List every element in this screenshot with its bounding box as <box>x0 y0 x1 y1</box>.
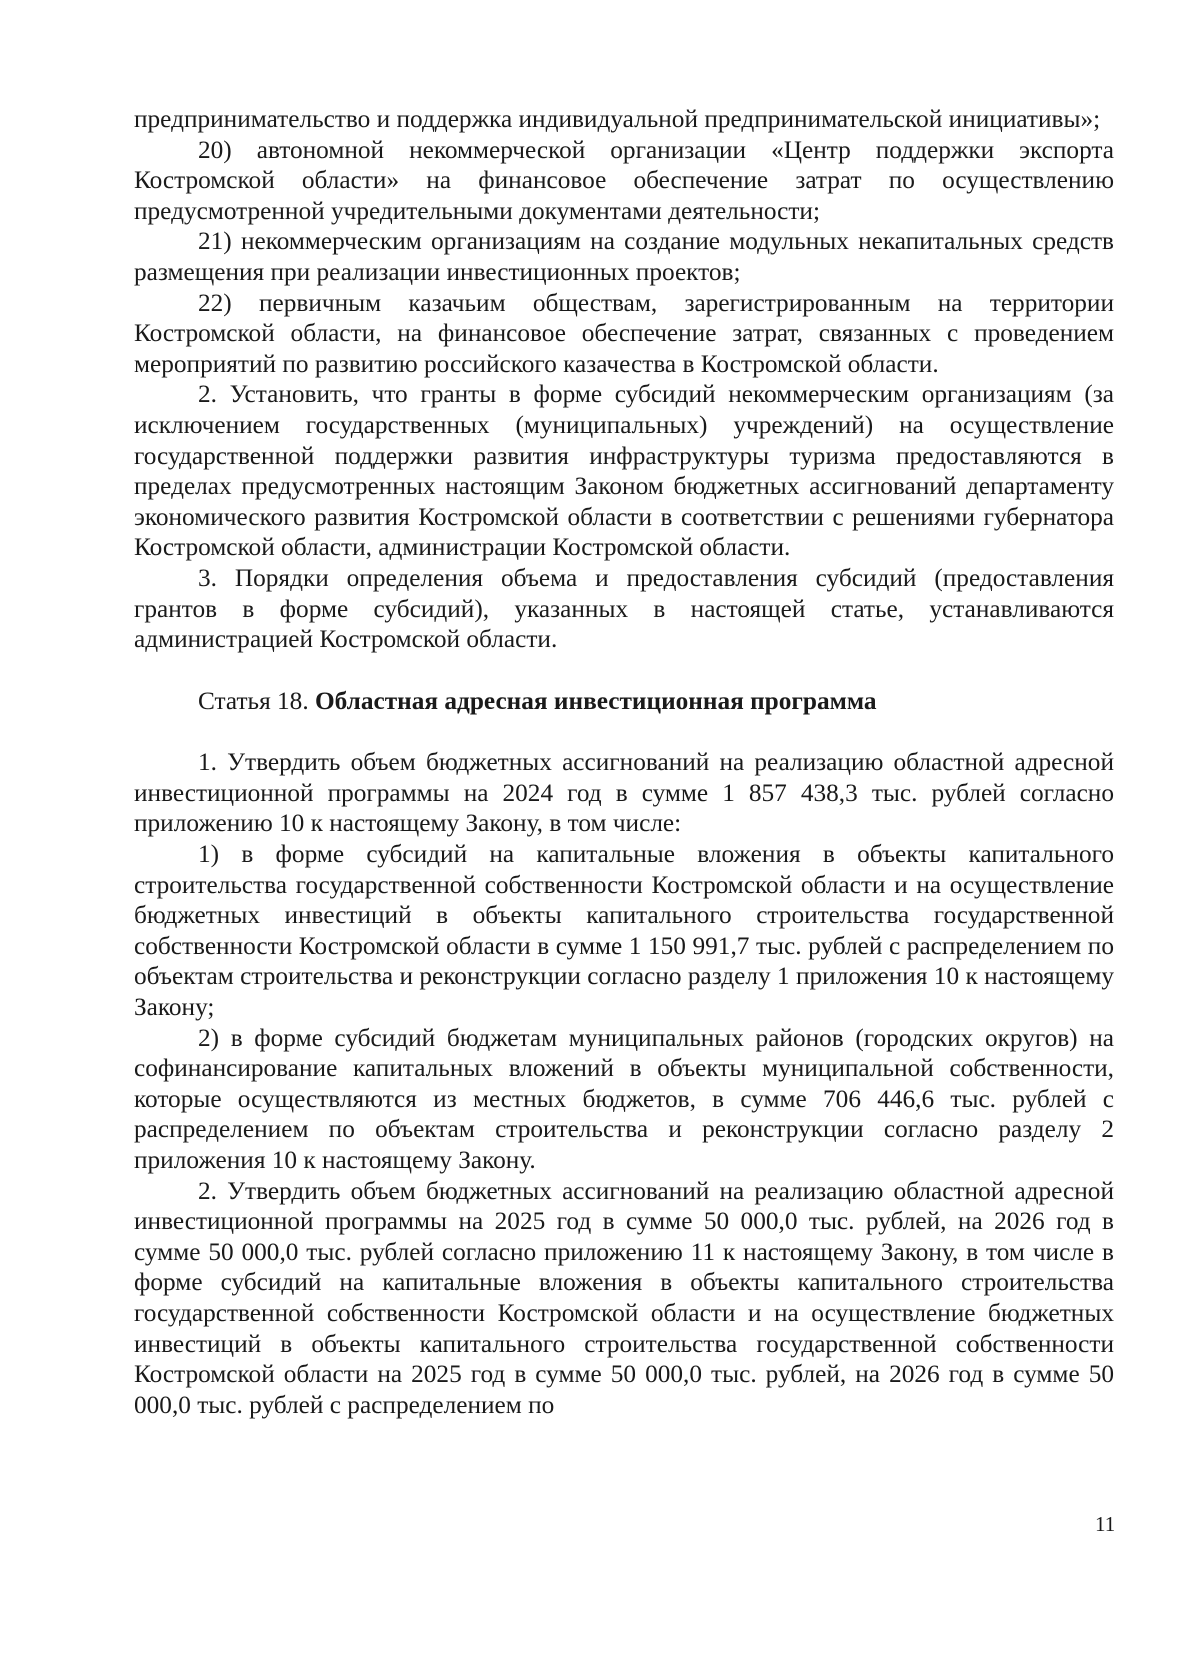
paragraph: 2) в форме субсидий бюджетам муниципальных районов (городских округов) на софинансирование капитальных вложений в объекты муниципальной собственности, которые осуществляются из местных бюджетов, в сумме 706 446,6 тыс. рублей с распределением по объектам строительства и реконструкции согласно разделу 2 приложения 10 к настоящему Закону. <box>134 1023 1114 1174</box>
paragraph: предпринимательство и поддержка индивидуальной предпринимательской инициативы»; <box>134 105 1101 133</box>
paragraph: 2. Утвердить объем бюджетных ассигнований на реализацию областной адресной инвестиционной программы на 2025 год в сумме 50 000,0 тыс. рублей, на 2026 год в сумме 50 000,0 тыс. рублей согласно приложению 11 к настоящему Закону, в том числе в форме субсидий на капитальные вложения в объекты капитального строительства государственной собственности Костромской области и на осуществление бюджетных инвестиций в объекты капитального строительства государственной собственности Костромской области на 2025 год в сумме 50 000,0 тыс. рублей, на 2026 год в сумме 50 000,0 тыс. рублей с распределением по <box>134 1176 1114 1419</box>
page-number: 11 <box>1095 1512 1116 1536</box>
paragraph: 20) автономной некоммерческой организации «Центр поддержки экспорта Костромской области» на финансовое обеспечение затрат по осуществлению предусмотренной учредительными документами деятельности; <box>134 135 1114 225</box>
article-number: Статья 18. <box>198 686 315 715</box>
document-body <box>134 104 1114 1420</box>
article-title: Областная адресная инвестиционная программа <box>314 686 877 715</box>
paragraph: 1) в форме субсидий на капитальные вложения в объекты капитального строительства государственной собственности Костромской области и на осуществление бюджетных инвестиций в объекты капитального строительства государственной собственности Костромской области в сумме 1 150 991,7 тыс. рублей с распределением по объектам строительства и реконструкции согласно разделу 1 приложения 10 к настоящему Закону; <box>134 840 1114 1022</box>
paragraph: 3. Порядки определения объема и предоставления субсидий (предоставления грантов в форме субсидий), указанных в настоящей статье, устанавливаются администрацией Костромской области. <box>134 563 1114 654</box>
paragraph: 22) первичным казачьим обществам, зарегистрированным на территории Костромской области, на финансовое обеспечение затрат, связанных с проведением мероприятий по развитию российского казачества в Костромской области. <box>134 288 1114 378</box>
paragraph: 2. Установить, что гранты в форме субсидий некоммерческим организациям (за исключением государственных (муниципальных) учреждений) на осуществление государственной поддержки развития инфраструктуры туризма предоставляются в пределах предусмотренных настоящим Законом бюджетных ассигнований департаменту экономического развития Костромской области в соответствии с решениями губернатора Костромской области, администрации Костромской области. <box>134 380 1114 562</box>
paragraph: 1. Утвердить объем бюджетных ассигнований на реализацию областной адресной инвестиционной программы на 2024 год в сумме 1 857 438,3 тыс. рублей согласно приложению 10 к настоящему Закону, в том числе: <box>134 748 1114 838</box>
article-heading <box>134 686 1114 717</box>
paragraph: 21) некоммерческим организациям на создание модульных некапитальных средств размещения при реализации инвестиционных проектов; <box>134 227 1114 286</box>
